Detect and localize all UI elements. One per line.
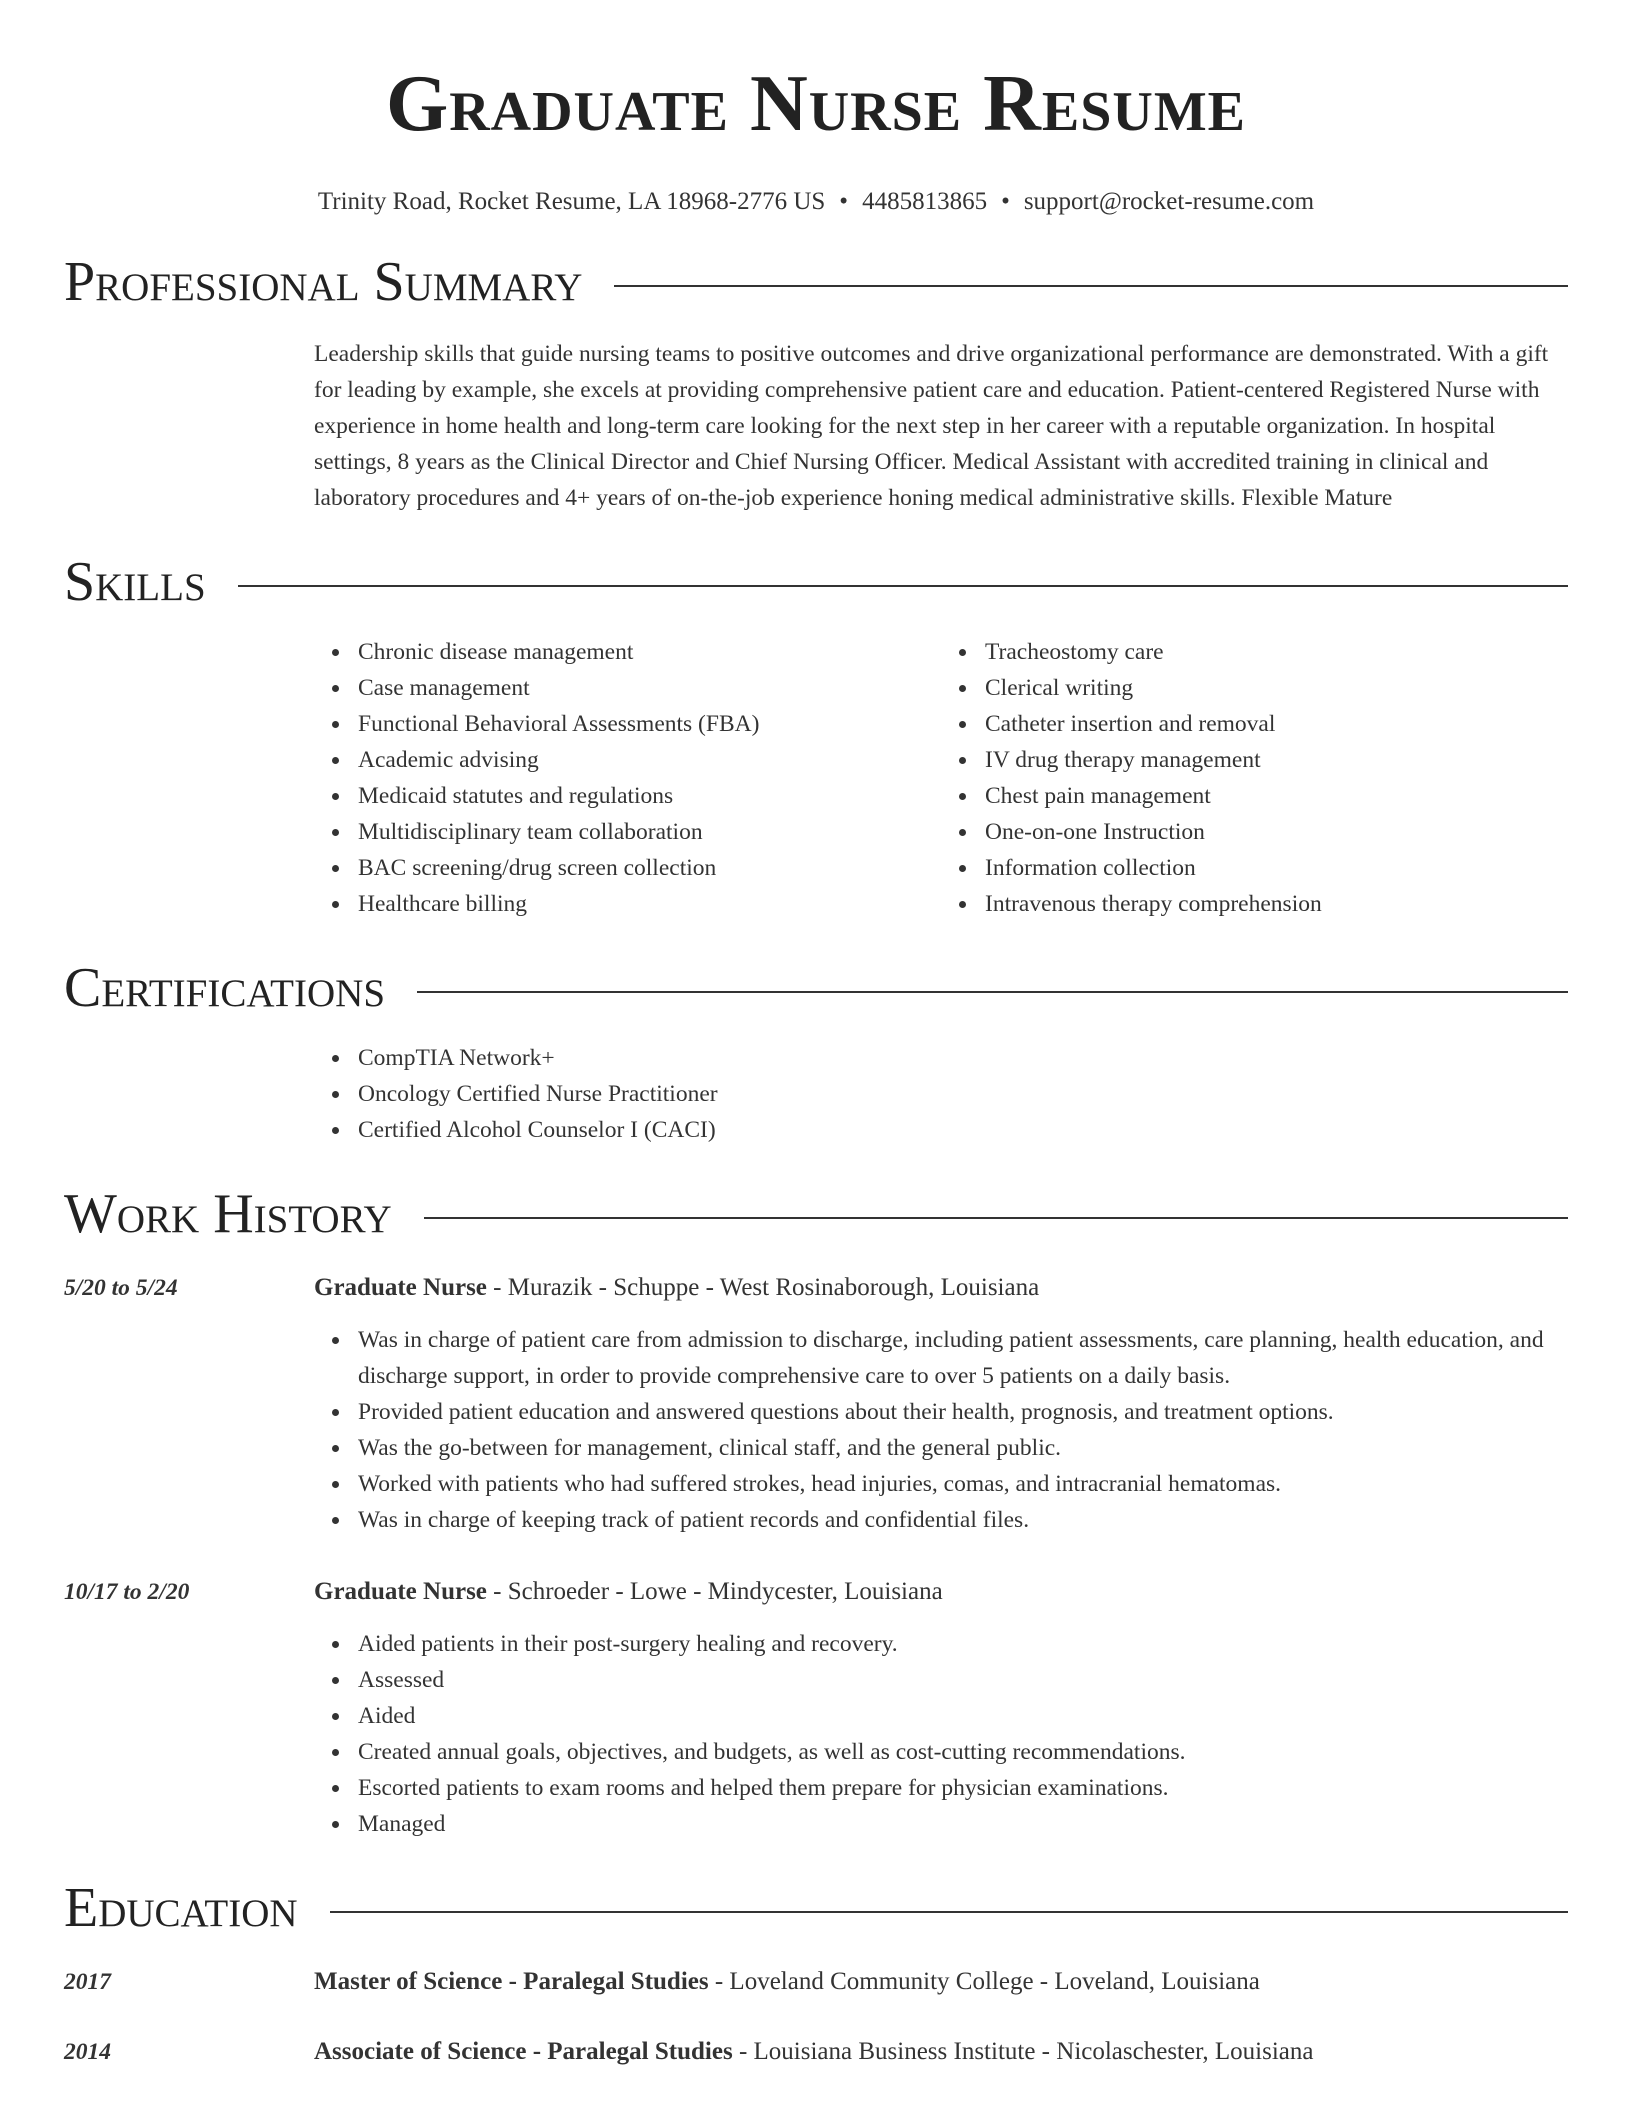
education-content: [314, 2034, 1314, 2070]
section-title-certifications: Certifications: [64, 957, 386, 1019]
section-divider: [417, 991, 1568, 993]
section-divider: [614, 285, 1568, 287]
section-header-skills: [64, 550, 1568, 614]
job-duty: Assessed: [358, 1662, 1568, 1698]
section-title-work-history: Work History: [64, 1183, 392, 1245]
resume-title: Graduate Nurse Resume: [385, 60, 1247, 148]
certifications-list: [314, 1040, 1568, 1148]
section-divider: [330, 1911, 1568, 1913]
job-heading: [314, 1270, 1568, 1306]
skill-item: Tracheostomy care: [985, 634, 1568, 670]
skill-item: Chest pain management: [985, 778, 1568, 814]
skill-item: Information collection: [985, 850, 1568, 886]
skill-item: Clerical writing: [985, 670, 1568, 706]
job-duty: Was in charge of patient care from admission to discharge, including patient assessments, care planning, health education, and discharge support, in order to provide comprehensive care to over 5 patients on a daily basis.: [358, 1322, 1568, 1394]
job-entry: [64, 1270, 1568, 1538]
education-entry: [64, 2034, 1568, 2070]
job-title: Graduate Nurse: [314, 1578, 487, 1605]
job-duties-list: [314, 1322, 1568, 1538]
job-duties-list: [314, 1626, 1568, 1842]
certification-item: Certified Alcohol Counselor I (CACI): [358, 1112, 1568, 1148]
job-duty: Managed: [358, 1806, 1568, 1842]
contact-separator: •: [1001, 188, 1010, 215]
skill-item: Case management: [358, 670, 941, 706]
education-year: 2017: [64, 1969, 111, 1995]
skills-list-right: [941, 634, 1568, 922]
contact-email: support@rocket-resume.com: [1023, 188, 1315, 215]
section-divider: [424, 1217, 1568, 1219]
education-year: 2014: [64, 2039, 111, 2065]
job-content: [314, 1574, 1568, 1842]
skill-item: BAC screening/drug screen collection: [358, 850, 941, 886]
job-duty: Worked with patients who had suffered strokes, head injuries, comas, and intracranial hematomas.: [358, 1466, 1568, 1502]
skill-item: IV drug therapy management: [985, 742, 1568, 778]
contact-phone: 4485813865: [862, 188, 988, 215]
section-title-education: Education: [64, 1877, 298, 1939]
job-duty: Was in charge of keeping track of patient records and confidential files.: [358, 1502, 1568, 1538]
job-employer-location: - Schroeder - Lowe - Mindycester, Louisiana: [486, 1578, 943, 1605]
job-content: [314, 1270, 1568, 1538]
section-header-certifications: [64, 956, 1568, 1020]
job-entry: [64, 1574, 1568, 1842]
certification-item: Oncology Certified Nurse Practitioner: [358, 1076, 1568, 1112]
skill-item: Intravenous therapy comprehension: [985, 886, 1568, 922]
contact-address: Trinity Road, Rocket Resume, LA 18968-2776 US: [317, 188, 826, 215]
skills-grid: [314, 634, 1568, 922]
section-divider: [238, 585, 1568, 587]
summary-text: Leadership skills that guide nursing teams to positive outcomes and drive organizational performance are demonstrated. With a gift for leading by example, she excels at providing comprehensive patient care and education. Patient-centered Registered Nurse with experience in home health and long-term care looking for the next step in her career with a reputable organization. In hospital settings, 8 years as the Clinical Director and Chief Nursing Officer. Medical Assistant with accredited training in clinical and laboratory procedures and 4+ years of on-the-job experience honing medical administrative skills. Flexible Mature: [314, 341, 1549, 511]
contact-line: [64, 188, 1568, 216]
education-degree: Associate of Science - Paralegal Studies: [314, 2038, 733, 2065]
education-school-location: - Louisiana Business Institute - Nicolaschester, Louisiana: [732, 2038, 1314, 2065]
skill-item: Multidisciplinary team collaboration: [358, 814, 941, 850]
education-entry: [64, 1964, 1568, 2000]
contact-separator: •: [839, 188, 849, 215]
job-heading: [314, 1574, 1568, 1610]
job-duty: Aided: [358, 1698, 1568, 1734]
skill-item: Academic advising: [358, 742, 941, 778]
skills-list-left: [314, 634, 941, 922]
section-title-skills: Skills: [64, 551, 206, 613]
job-title: Graduate Nurse: [314, 1274, 487, 1301]
section-title-summary: Professional Summary: [64, 251, 583, 313]
education-school-location: - Loveland Community College - Loveland, Louisiana: [708, 1968, 1260, 1995]
section-header-summary: [64, 250, 1568, 314]
education-degree: Master of Science - Paralegal Studies: [314, 1968, 709, 1995]
job-duty: Provided patient education and answered questions about their health, prognosis, and treatment options.: [358, 1394, 1568, 1430]
section-header-education: [64, 1876, 1568, 1940]
job-duty: Aided patients in their post-surgery healing and recovery.: [358, 1626, 1568, 1662]
skill-item: Medicaid statutes and regulations: [358, 778, 941, 814]
job-dates: 10/17 to 2/20: [64, 1579, 190, 1605]
job-duty: Escorted patients to exam rooms and helped them prepare for physician examinations.: [358, 1770, 1568, 1806]
certification-item: CompTIA Network+: [358, 1040, 1568, 1076]
skill-item: Chronic disease management: [358, 634, 941, 670]
job-duty: Created annual goals, objectives, and budgets, as well as cost-cutting recommendations.: [358, 1734, 1568, 1770]
skill-item: Healthcare billing: [358, 886, 941, 922]
education-content: [314, 1964, 1260, 2000]
skill-item: Catheter insertion and removal: [985, 706, 1568, 742]
skill-item: One-on-one Instruction: [985, 814, 1568, 850]
job-duty: Was the go-between for management, clinical staff, and the general public.: [358, 1430, 1568, 1466]
job-dates: 5/20 to 5/24: [64, 1275, 178, 1301]
section-header-work-history: [64, 1182, 1568, 1246]
certifications-block: [314, 1040, 1568, 1148]
job-employer-location: - Murazik - Schuppe - West Rosinaborough, Louisiana: [486, 1274, 1040, 1301]
skill-item: Functional Behavioral Assessments (FBA): [358, 706, 941, 742]
